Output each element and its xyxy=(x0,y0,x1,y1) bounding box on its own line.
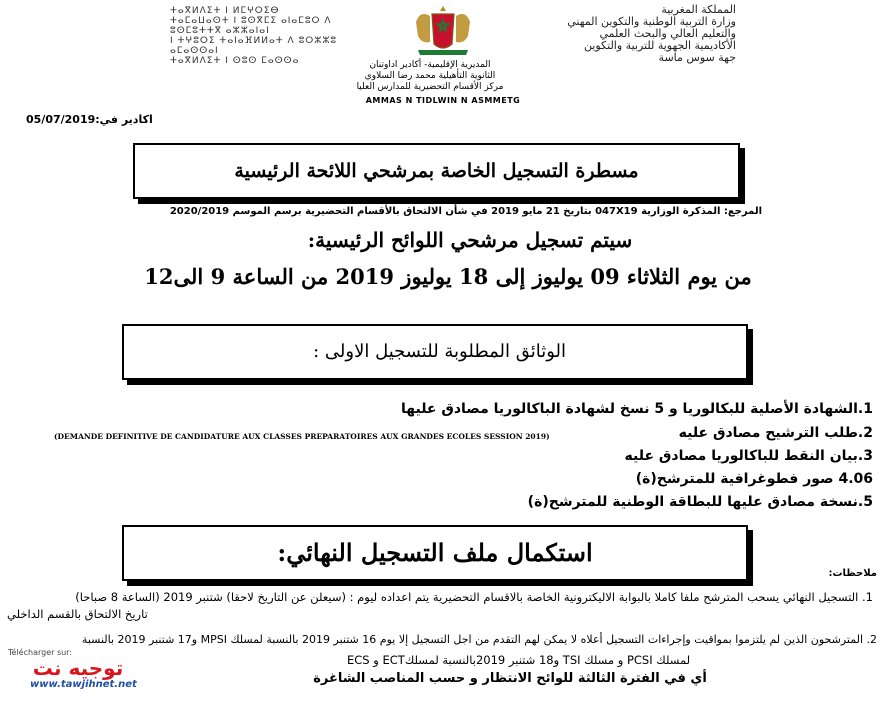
directorate-block xyxy=(340,60,520,93)
list-number: 2. xyxy=(857,425,873,441)
school-latin-name: AMMAS N TIDLWIN N ASMMETG xyxy=(365,96,521,105)
watermark-label: Télécharger sur: xyxy=(8,648,73,657)
list-item xyxy=(493,448,873,464)
header-line: وزارة التربية الوطنية والتكوين المهني xyxy=(567,15,736,28)
header-line: جهة سوس ماسة xyxy=(658,51,736,64)
documents-box xyxy=(122,324,748,380)
list-item xyxy=(493,494,873,510)
note-text: لمسلك PCSI و مسلك TSI و18 شتنبر 2019بالنسبة لمسلكECT و ECS xyxy=(347,653,691,667)
ministry-header xyxy=(520,4,736,64)
tifinagh-header xyxy=(170,6,380,66)
list-item xyxy=(353,401,873,417)
watermark-logo xyxy=(8,648,148,702)
tifinagh-line: ⵜⴰⴳⵍⴷⵉⵜ ⵏ ⵍⵎⵖⵔⵉⴱ xyxy=(170,6,280,16)
list-item xyxy=(493,425,873,441)
header-line: الأكاديمية الجهوية للتربية والتكوين xyxy=(583,39,736,52)
closing-line: أي في الفترة الثالثة للوائح الانتظار و حسب المناصب الشاغرة xyxy=(313,671,707,686)
watermark-url: www.tawjihnet.net xyxy=(30,679,137,690)
directorate-line: المديرية الإقليمية- أكادير اداوتنان xyxy=(369,60,491,70)
list-item xyxy=(493,471,873,487)
note-item xyxy=(7,607,873,621)
royal-crest-icon xyxy=(410,2,476,58)
note-text: التسجيل النهائي يسحب المترشح ملفا كاملا بالبوابة الاليكترونية الخاصة بالاقسام التحضيرية يتم اعداده ليوم : (سيعلن عن التاريخ لاحقا) شتنبر 2019 (الساعة 8 صباحا) xyxy=(75,590,859,604)
list-number: 3. xyxy=(857,448,873,464)
reference-line: المرجع: المذكرة الوزارية 047X19 بتاريخ 21 مايو 2019 في شأن الالتحاق بالأقسام التحضيرية برسم الموسم 2020/2019 xyxy=(169,206,762,217)
note-item xyxy=(7,590,873,604)
list-text: الشهادة الأصلية للبكالوريا و 5 نسخ لشهادة الباكالوريا مصادق عليها xyxy=(400,401,858,417)
list-number: 5. xyxy=(857,494,873,510)
note-number: 1. xyxy=(862,590,873,604)
note-number: 2. xyxy=(866,633,877,646)
note-text: المترشحون الذين لم يلتزموا بمواقيت وإجراءات التسجيل أعلاه لا يمكن لهم التقدم من اجل التسجيل إلا يوم 16 شتنبر 2019 بالنسبة لمسلك MPSI و17 شتنبر 2019 بالنسبة xyxy=(81,633,863,646)
watermark-brand: توجيه نت xyxy=(32,656,124,680)
title-box xyxy=(133,143,740,199)
note-text: تاريخ الالتحاق بالقسم الداخلي xyxy=(7,607,148,621)
list-text: نسخة مصادق عليها للبطاقة الوطنية للمترشح(ة) xyxy=(527,494,858,510)
final-registration-heading: استكمال ملف التسجيل النهائي: xyxy=(277,538,593,567)
directorate-line: الثانوية التأهيلية محمد رضا السلاوي xyxy=(364,71,496,81)
tifinagh-line: ⵜⴰⴳⵍⴷⵉⵜ ⵏ ⵙⵓⵙ ⵎⴰⵙⵙⴰ xyxy=(170,56,300,66)
list-number: 4. xyxy=(838,471,854,487)
tifinagh-line: ⵏ ⵜⵖⵓⵔⵉ ⵜⴰⵏⴰⴼⵍⵍⴰⵜ ⴷ ⵓⵔⵣⵣⵓ ⴰⵎⴰⵙⵙⴰⵏ xyxy=(170,36,338,56)
list-text: بيان النقط للباكالوريا مصادق عليه xyxy=(624,448,858,464)
schedule-heading: سيتم تسجيل مرشحي اللوائح الرئيسية: xyxy=(307,228,633,252)
list-text: 06 صور فطوغرافية للمترشح(ة) xyxy=(635,471,873,487)
notes-label: ملاحظات: xyxy=(828,568,877,579)
list-number: 1. xyxy=(857,401,873,417)
schedule-dates: من يوم الثلاثاء 09 يوليوز إلى 18 يوليوز 2019 من الساعة 9 الى12 xyxy=(144,264,752,289)
directorate-line: مركز الأقسام التحضيرية للمدارس العليا xyxy=(356,82,504,92)
list-text: طلب الترشيح مصادق عليه xyxy=(678,425,858,441)
tifinagh-line: ⵜⴰⵎⴰⵡⴰⵙⵜ ⵏ ⵓⵙⴳⵎⵉ ⴰⵏⴰⵎⵓⵔ ⴷ ⵓⵙⵎⵓⵜⵜⴳ ⴰⵣⵣⴰⵏⴰⵏ xyxy=(170,16,332,36)
date-line: اكادير في:05/07/2019 xyxy=(26,113,153,126)
page-title: مسطرة التسجيل الخاصة بمرشحي اللائحة الرئيسية xyxy=(234,160,639,182)
header-line: والتعليم العالي والبحث العلمي xyxy=(599,27,736,40)
application-form-name: (DEMANDE DEFINITIVE DE CANDIDATURE AUX CLASSES PREPARATOIRES AUX GRANDES ECOLES SESSION 2019) xyxy=(54,432,550,441)
documents-heading: الوثائق المطلوبة للتسجيل الاولى : xyxy=(313,341,566,362)
final-registration-box xyxy=(122,525,748,581)
note-item xyxy=(7,633,877,646)
header-line: المملكة المغربية xyxy=(661,3,736,16)
